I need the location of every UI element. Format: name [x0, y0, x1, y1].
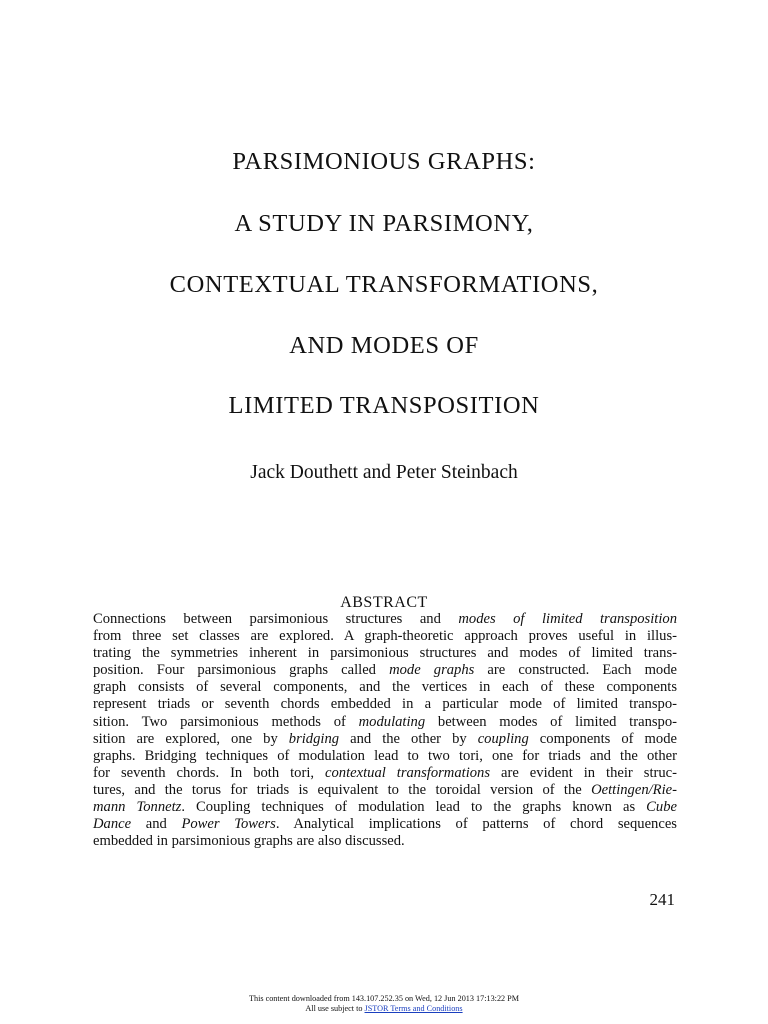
- abstract-line: [93, 645, 677, 662]
- abstract-text: and the other by: [339, 730, 478, 747]
- title-line-3: CONTEXTUAL TRANSFORMATIONS,: [169, 271, 599, 298]
- abstract-emphasis: coupling: [477, 730, 529, 747]
- abstract-text: tures, and the torus for triads is equivalent to the toroidal version of the: [93, 781, 592, 798]
- abstract-line: [93, 765, 677, 782]
- abstract-text: graph consists of several components, and the vertices in each of these components: [93, 679, 677, 696]
- abstract-text: Connections between parsimonious structures and: [93, 611, 459, 627]
- download-notice: This content downloaded from 143.107.252.35 on Wed, 12 Jun 2013 17:13:22 PM: [248, 994, 520, 1003]
- abstract-line: [93, 799, 677, 816]
- abstract-line: [93, 731, 677, 748]
- abstract-line: [93, 611, 677, 628]
- abstract-text: represent triads or seventh chords embedded in a particular mode of limited transpo-: [93, 696, 677, 713]
- abstract-line: [93, 748, 677, 765]
- abstract-emphasis: Dance: [93, 816, 132, 833]
- abstract-text: and: [131, 816, 182, 833]
- abstract-text: . Coupling techniques of modulation lead to the graphs known as: [181, 799, 647, 816]
- abstract-line: [93, 696, 677, 713]
- abstract-text: components of mode: [528, 730, 677, 747]
- jstor-terms-link[interactable]: JSTOR Terms and Conditions: [364, 1004, 463, 1013]
- abstract-line: [93, 833, 677, 850]
- abstract-text: between modes of limited transpo-: [425, 713, 677, 730]
- abstract-line: [93, 679, 677, 696]
- terms-prefix: All use subject to: [305, 1004, 365, 1013]
- page-number: 241: [649, 890, 675, 909]
- abstract-line: [93, 782, 677, 799]
- abstract-text: sition. Two parsimonious methods of: [93, 713, 359, 730]
- abstract-emphasis: modulating: [358, 713, 426, 730]
- abstract-emphasis: mann Tonnetz: [93, 799, 182, 816]
- abstract-text: graphs. Bridging techniques of modulation lead to two tori, one for triads and the other: [93, 747, 677, 764]
- abstract-heading: ABSTRACT: [340, 594, 428, 611]
- abstract-line: [93, 628, 677, 645]
- title-line-4: AND MODES OF: [289, 332, 479, 359]
- abstract-text: trating the symmetries inherent in parsimonious structures and modes of limited trans-: [93, 645, 677, 662]
- abstract-emphasis: Cube: [646, 799, 677, 816]
- abstract-emphasis: bridging: [288, 730, 340, 747]
- terms-line: [0, 1004, 768, 1014]
- title-line-2: A STUDY IN PARSIMONY,: [234, 210, 534, 237]
- title-line-1: PARSIMONIOUS GRAPHS:: [232, 148, 536, 175]
- download-footer: [0, 994, 768, 1014]
- abstract-text: position. Four parsimonious graphs called: [93, 662, 390, 679]
- abstract-line: [93, 816, 677, 833]
- abstract-text: embedded in parsimonious graphs are also discussed.: [93, 833, 405, 850]
- abstract-text: . Analytical implications of patterns of chord sequences: [275, 816, 677, 833]
- abstract-text: sition are explored, one by: [93, 730, 289, 747]
- abstract-emphasis: Power Towers: [181, 816, 276, 833]
- authors: Jack Douthett and Peter Steinbach: [250, 462, 518, 483]
- title-line-5: LIMITED TRANSPOSITION: [228, 392, 540, 419]
- abstract-emphasis: mode graphs: [389, 662, 475, 679]
- abstract-emphasis: modes of limited transposition: [458, 611, 677, 627]
- abstract-text: are constructed. Each mode: [474, 662, 677, 679]
- abstract-line: [93, 714, 677, 731]
- abstract-emphasis: Oettingen/Rie-: [591, 781, 677, 798]
- abstract-body: [93, 611, 677, 850]
- abstract-line: [93, 662, 677, 679]
- abstract-text: for seventh chords. In both tori,: [93, 764, 326, 781]
- abstract-text: from three set classes are explored. A graph-theoretic approach proves useful in illus-: [93, 628, 677, 645]
- abstract-text: are evident in their struc-: [490, 764, 677, 781]
- abstract-emphasis: contextual transformations: [325, 764, 491, 781]
